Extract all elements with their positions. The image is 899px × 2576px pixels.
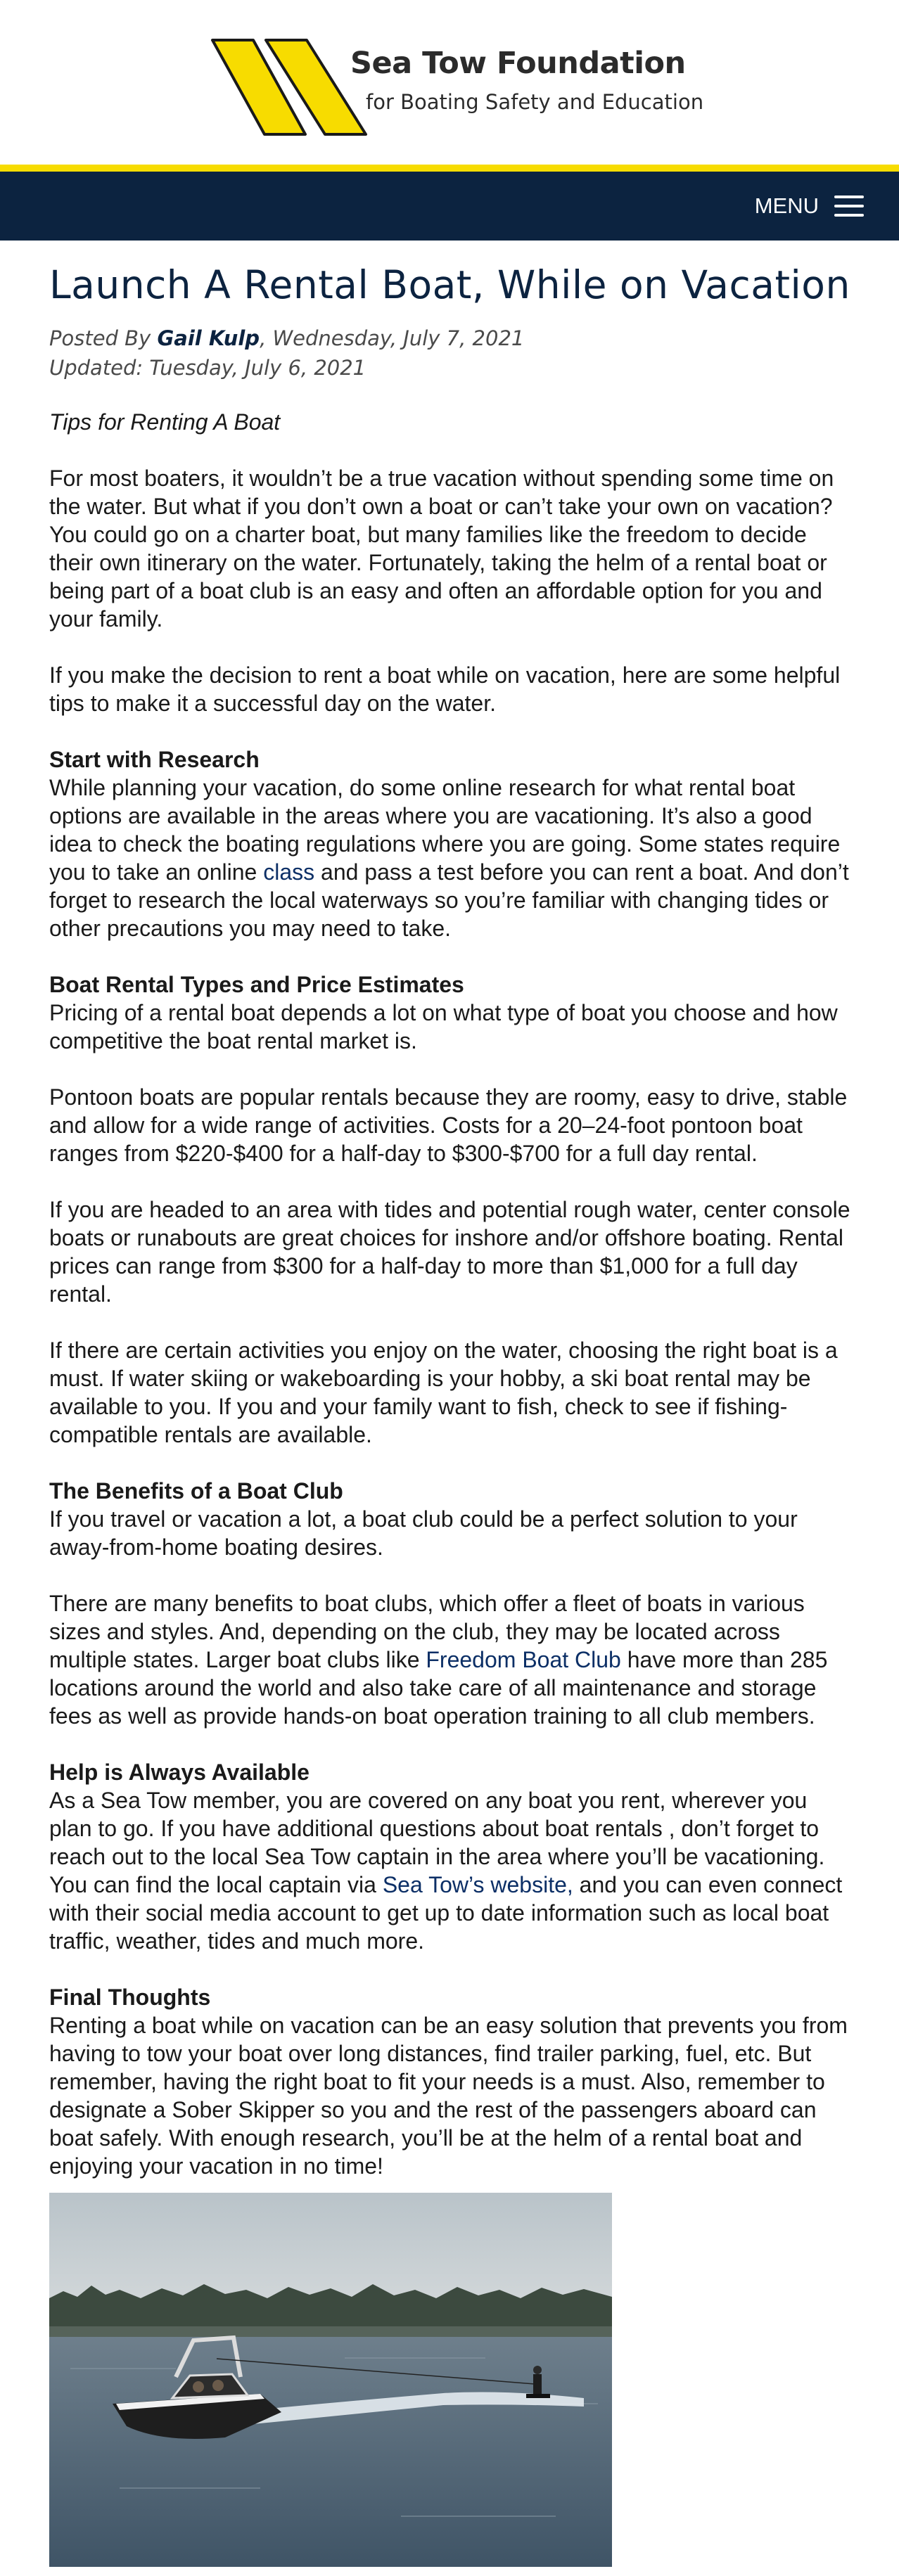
logo-stripes-icon [210,39,371,137]
section-heading-rental-types: Boat Rental Types and Price Estimates [49,972,464,997]
sea-tow-foundation-logo[interactable] [210,39,704,137]
menu-label: MENU [754,193,819,218]
rental-types-paragraph: Pricing of a rental boat depends a lot on what type of boat you choose and how competitive the boat rental market is. [49,1000,838,1053]
sea-tow-website-link[interactable]: Sea Tow’s website, [382,1872,573,1897]
section-heading-research: Start with Research [49,747,260,772]
article-meta [49,323,851,383]
section-heading-final-thoughts: Final Thoughts [49,1985,211,2010]
console-paragraph: If you are headed to an area with tides and potential rough water, center console boats or runabouts are great choices for inshore and/or offshore boating. Rental prices can range from $300 for a half-day to more than $1,000 for a full day rental. [49,1197,850,1307]
research-paragraph: While planning your vacation, do some online research for what rental boat options are available in the areas where you are vacationing. It’s also a good idea to check the boating regulations where you are going. Some states require you to take an online class and pass a test before you can rent a boat. And don’t forget to research the local waterways so you’re familiar with changing tides or other precautions you may need to take. [49,775,849,941]
menu-button[interactable] [755,191,864,221]
accent-stripe [0,165,899,172]
intro-paragraph-2: If you make the decision to rent a boat while on vacation, here are some helpful tips to make it a successful day on the water. [49,662,841,716]
online-class-link[interactable]: class [263,859,315,885]
posted-line [49,323,851,353]
updated-date: Updated: Tuesday, July 6, 2021 [49,356,366,380]
logo-name: Sea Tow Foundation [350,46,686,81]
activities-paragraph: If there are certain activities you enjoy on the water, choosing the right boat is a must. If water skiing or wakeboarding is your hobby, a ski boat rental may be available to you. If you and your family want to fish, check to see if fishing-compatible rentals are available. [49,1338,838,1447]
hamburger-icon [834,196,864,217]
posted-prefix: Posted By [49,326,158,350]
boat-club-paragraph: If you travel or vacation a lot, a boat club could be a perfect solution to your away-from-home boating desires. [49,1506,798,1560]
section-heading-help: Help is Always Available [49,1760,310,1785]
help-paragraph: As a Sea Tow member, you are covered on any boat you rent, wherever you plan to go. If you have additional questions about boat rentals , don’t forget to reach out to the local Sea Tow captain in the area where you’ll be vacationing. You can find the local captain via Sea Tow’s website, and you can even connect with their social media account to get up to date information such as local boat traffic, weather, tides and much more. [49,1788,843,1954]
pontoon-paragraph: Pontoon boats are popular rentals because they are roomy, easy to drive, stable and allow for a wide range of activities. Costs for a 20–24-foot pontoon boat ranges from $220-$400 for a half-day to $300-$700 for a full day rental. [49,1084,848,1166]
author-link[interactable]: Gail Kulp [157,326,260,350]
final-thoughts-paragraph: Renting a boat while on vacation can be an easy solution that prevents you from having to tow your boat over long distances, find trailer parking, fuel, etc. But remember, having the right boat to fit your needs is a must. Also, remember to designate a Sober Skipper so you and the rest of the passengers aboard can boat safely. With enough research, you’ll be at the helm of a rental boat and enjoying your vacation in no time! [49,2013,848,2179]
article-subtitle: Tips for Renting A Boat [49,409,281,435]
article-title: Launch A Rental Boat, While on Vacation [49,262,850,307]
nav-bar [0,172,899,241]
freedom-boat-club-link[interactable]: Freedom Boat Club [426,1647,621,1672]
wakeboard-boat-photo [49,2193,612,2567]
logo-tagline: for Boating Safety and Education [366,90,704,114]
article [49,241,851,2567]
site-header [0,0,899,165]
posted-date: , Wednesday, July 7, 2021 [260,326,525,350]
section-heading-boat-club: The Benefits of a Boat Club [49,1478,343,1504]
club-benefits-paragraph: There are many benefits to boat clubs, which offer a fleet of boats in various sizes and styles. And, depending on the club, they may be located across multiple states. Larger boat clubs like Freedom Boat Club have more than 285 locations around the world and also take care of all maintenance and storage fees as well as provide hands-on boat operation training to all club members. [49,1591,828,1729]
intro-paragraph-1: For most boaters, it wouldn’t be a true vacation without spending some time on the water. But what if you don’t own a boat or can’t take your own on vacation? You could go on a charter boat, but many families like the freedom to decide their own itinerary on the water. Fortunately, taking the helm of a rental boat or being part of a boat club is an easy and often an affordable option for you and your family. [49,466,834,632]
